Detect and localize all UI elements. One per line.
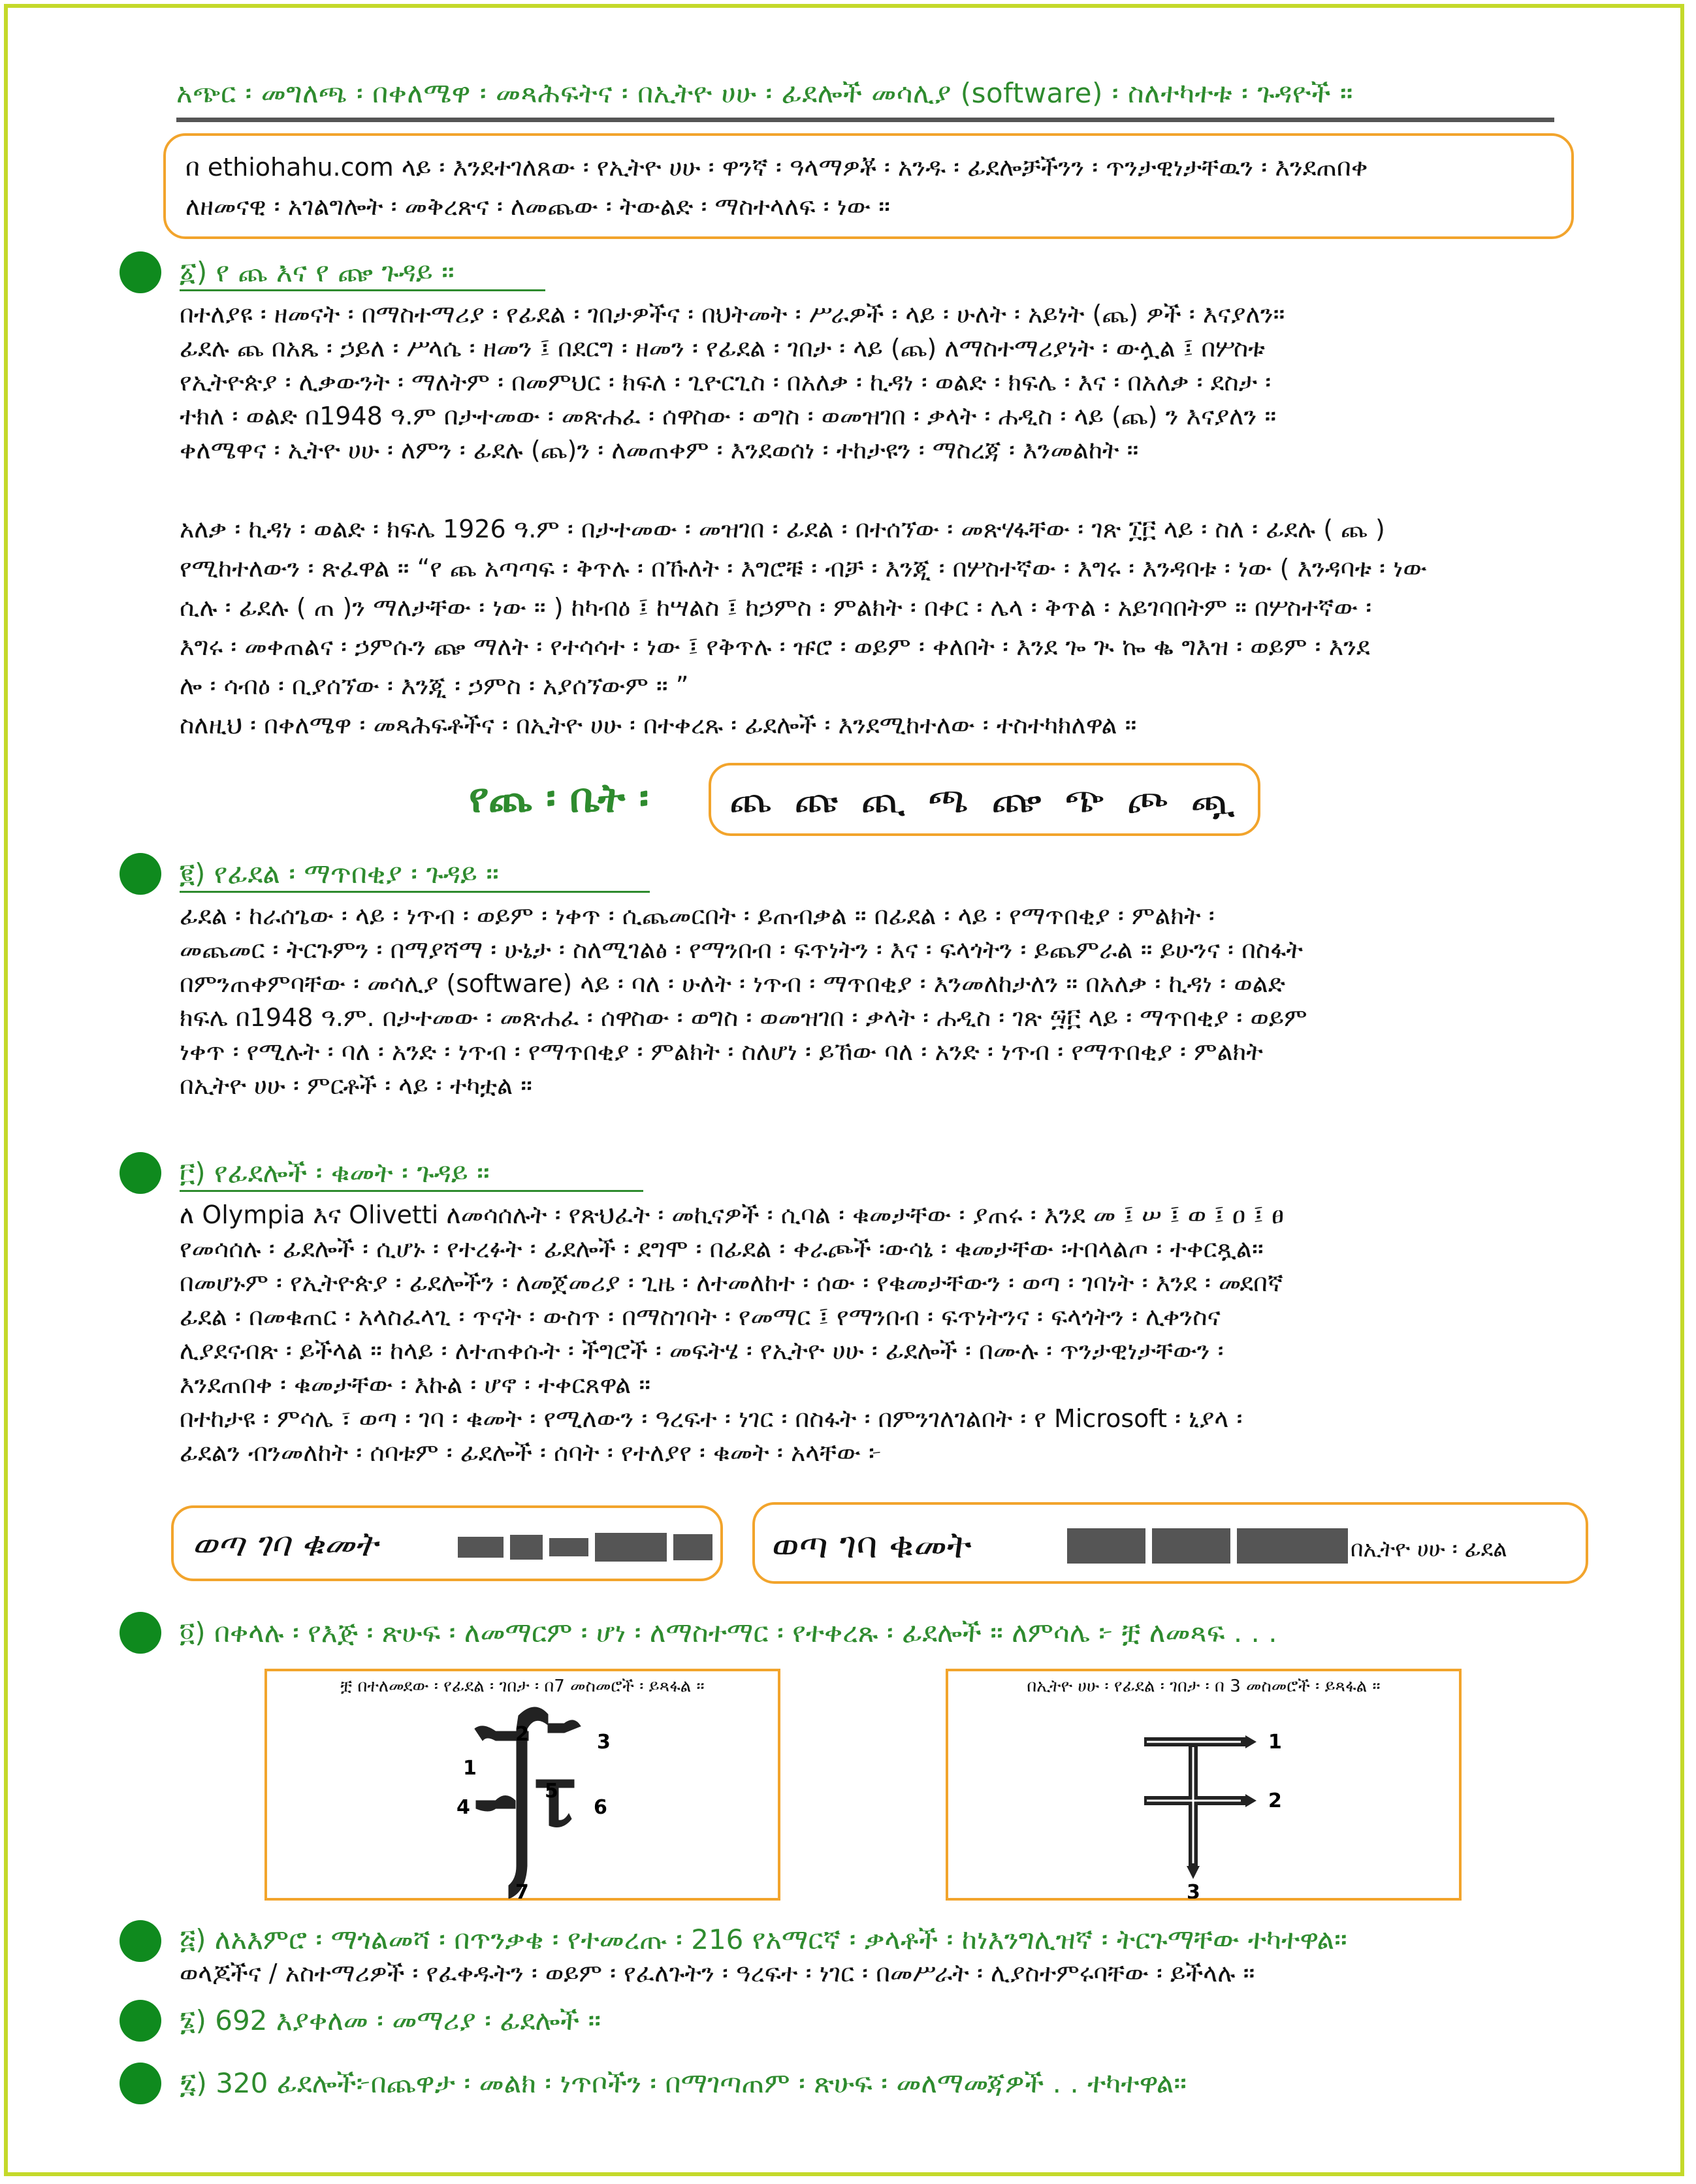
section-5-bullet xyxy=(120,1920,161,1962)
intro-line-2: ለዘመናዊ ፡ አገልግሎት ፡ መቅረጽና ፡ ለመጨው ፡ ትውልድ ፡ ማስተላለፍ ፡ ነው ። xyxy=(185,192,891,221)
text-line: በኢትዮ ሀሁ ፡ ምርቶች ፡ ላይ ፡ ተካቷል ። xyxy=(180,1071,533,1100)
ethiohahu-height-sample xyxy=(752,1502,1588,1584)
diagram-caption: በኢትዮ ሀሁ ፡ የፊደል ፡ ገበታ ፡ በ 3 መስመሮች ፡ ይጻፋል ። xyxy=(1027,1677,1381,1696)
height-bar xyxy=(1152,1528,1230,1564)
text-line: በመሆኑም ፡ የኢትዮጵያ ፡ ፊደሎችን ፡ ለመጀመሪያ ፡ ጊዜ ፡ ለተመለከተ ፡ ሰው ፡ የቁመታቸውን ፡ ወጣ ፡ ገባነት ፡ እንደ ፡ መደበኛ xyxy=(180,1268,1284,1297)
section-1-heading: ፩) የ ጨ እና የ ጬ ጉዳይ ። xyxy=(180,256,455,288)
text-line: የሚከተለውን ፡ ጽፈዋል ። “የ ጨ አጣጣፍ ፡ ቅጥሉ ፡ በኹለት ፡ እግሮቹ ፡ ብቻ ፡ እንጂ ፡ በሦስተኛው ፡ እግሩ ፡ እንዳባቱ ፡ ነው ( እንዳባቱ ፡ ነው xyxy=(180,554,1427,583)
stroke-number: 1 xyxy=(463,1757,477,1780)
text-line: ፊደሉ ጨ በአጼ ፡ ኃይለ ፡ ሥላሴ ፡ ዘመን ፤ በደርግ ፡ ዘመን ፡ የፊደል ፡ ገበታ ፡ ላይ (ጨ) ለማስተማሪያነት ፡ ውሏል ፤ በሦስቱ xyxy=(180,334,1265,362)
traditional-stroke-figure xyxy=(267,1703,778,1899)
text-line: ፊደልን ብንመለከት ፡ ሰባቱም ፡ ፊደሎች ፡ ሰባት ፡ የተለያየ ፡ ቁመት ፡ አላቸው ፦ xyxy=(180,1438,882,1467)
height-bar xyxy=(549,1538,588,1556)
section-1-paragraph-1 xyxy=(180,297,1571,467)
section-5-heading: ፭) ለአእምሮ ፡ ማጎልመሻ ፡ በጥንቃቄ ፡ የተመረጡ ፡ 216 የአማርኛ ፡ ቃላቶች ፡ ከነእንግሊዝኛ ፡ ትርጉማቸው ተካተዋል። xyxy=(180,1923,1347,1955)
text-line: ሎ ፡ ሳብዕ ፡ ቢያሰኘው ፡ እንጂ ፡ ኃምስ ፡ አያሰኘውም ። ” xyxy=(180,671,689,700)
stroke-number: 2 xyxy=(515,1723,529,1746)
height-bar xyxy=(1067,1528,1145,1564)
stroke-number: 6 xyxy=(594,1796,607,1819)
stroke-3 xyxy=(548,1720,581,1733)
section-5-line-2: ወላጆችና / አስተማሪዎች ፡ የፈቀዱትን ፡ ወይም ፡ የፈለጉትን ፡ ዓረፍተ ፡ ነገር ፡ በመሥራት ፡ ሊያስተምሩባቸው ፡ ይችላሉ ። xyxy=(180,1959,1255,1987)
bet-label: የጨ ፡ ቤት ፡ xyxy=(469,774,649,822)
text-line: ፊደል ፡ በመቁጠር ፡ አላስፈላጊ ፡ ጥናት ፡ ውስጥ ፡ በማስገባት ፡ የመማር ፤ የማንበብ ፡ ፍጥነትንና ፡ ፍላጎትን ፡ ሊቀንስና xyxy=(180,1302,1221,1331)
intro-box xyxy=(163,133,1574,239)
text-line: ተክለ ፡ ወልድ በ1948 ዓ.ም በታተመው ፡ መጽሐፈ ፡ ሰዋስው ፡ ወግስ ፡ ወመዝገበ ፡ ቃላት ፡ ሐዲስ ፡ ላይ (ጨ) ን እናያለን ። xyxy=(180,402,1277,430)
text-line: እግሩ ፡ መቀጠልና ፡ ኃምሱን ጬ ማለት ፡ የተሳሳተ ፡ ነው ፤ የቅጥሉ ፡ ዡሮ ፡ ወይም ፡ ቀለበት ፡ እንደ ጐ ጒ ኰ ቈ ግእዝ ፡ ወይም ፡ እንደ xyxy=(180,632,1370,661)
height-bar xyxy=(510,1535,543,1560)
page-title: አጭር ፡ መግለጫ ፡ በቀለሜዋ ፡ መጻሕፍትና ፡ በኢትዮ ሀሁ ፡ ፊደሎች መሳሊያ (software) ፡ ስለተካተቱ ፡ ጉዳዮች ። xyxy=(176,77,1353,109)
ethiohahu-sample-caption: በኢትዮ ሀሁ ፡ ፊደል xyxy=(1351,1536,1507,1562)
nyala-height-bars xyxy=(458,1533,719,1562)
text-line: ሲሉ ፡ ፊደሉ ( ጠ )ን ማለታቸው ፡ ነው ። ) ከካብዕ ፤ ከሣልስ ፤ ከኃምስ ፡ ምልክት ፡ በቀር ፡ ሌላ ፡ ቅጥል ፡ አይገባበትም ። በሦስተኛው ፡ xyxy=(180,593,1372,622)
section-4-bullet xyxy=(120,1612,161,1654)
section-6-bullet xyxy=(120,2000,161,2042)
section-1-paragraph-2 xyxy=(180,509,1571,745)
section-1-bullet xyxy=(120,251,161,293)
height-bar xyxy=(458,1537,504,1558)
text-line: ቀለሜዋና ፡ ኢትዮ ሀሁ ፡ ለምን ፡ ፊደሉ (ጨ)ን ፡ ለመጠቀም ፡ እንደወሰነ ፡ ተከታዩን ፡ ማስረጃ ፡ እንመልከት ። xyxy=(180,436,1139,464)
section-6-heading: ፮) 692 እያቀለመ ፡ መማሪያ ፡ ፊደሎች ። xyxy=(180,2004,601,2036)
text-line: በተለያዩ ፡ ዘመናት ፡ በማስተማሪያ ፡ የፊደል ፡ ገበታዎችና ፡ በህትመት ፡ ሥራዎች ፡ ላይ ፡ ሁለት ፡ አይነት (ጨ) ዎች ፡ እናያለን። xyxy=(180,300,1285,329)
text-line: እንደጠበቀ ፡ ቁመታቸው ፡ እኩል ፡ ሆኖ ፡ ተቀርጸዋል ። xyxy=(180,1370,651,1399)
text-line: ሊያደናብጽ ፡ ይችላል ። ከላይ ፡ ለተጠቀሱት ፡ ችግሮች ፡ መፍትሄ ፡ የኢትዮ ሀሁ ፡ ፊደሎች ፡ በሙሉ ፡ ጥንታዊነታቸውን ፡ xyxy=(180,1336,1224,1365)
arrow-head xyxy=(1187,1866,1200,1879)
traditional-stroke-diagram xyxy=(264,1669,780,1901)
height-bar xyxy=(595,1533,667,1562)
nyala-sample-text: ወጣ ገባ ቁመት xyxy=(192,1525,377,1564)
text-line: ነቀጥ ፡ የሚሉት ፡ ባለ ፡ አንድ ፡ ነጥብ ፡ የማጥበቂያ ፡ ምልክት ፡ ስለሆነ ፡ ይኸው ባለ ፡ አንድ ፡ ነጥብ ፡ የማጥበቂያ ፡ ምልክት xyxy=(180,1037,1263,1066)
height-bar xyxy=(673,1534,712,1560)
text-line: ስለዚህ ፡ በቀለሜዋ ፡ መጻሕፍቶችና ፡ በኢትዮ ሀሁ ፡ በተቀረጹ ፡ ፊደሎች ፡ እንደሚከተለው ፡ ተስተካክለዋል ። xyxy=(180,711,1137,739)
arrow-head xyxy=(1245,1735,1256,1748)
stroke-number: 5 xyxy=(545,1780,558,1803)
section-4-heading: ፬) በቀላሉ ፡ የእጅ ፡ ጽሁፍ ፡ ለመማርም ፡ ሆነ ፡ ለማስተማር ፡ የተቀረጹ ፡ ፊደሎች ። ለምሳሌ ፦ ቿ ለመጻፍ . . . xyxy=(180,1616,1277,1648)
text-line: በምንጠቀምባቸው ፡ መሳሊያ (software) ላይ ፡ ባለ ፡ ሁለት ፡ ነጥብ ፡ ማጥበቂያ ፡ እንመለከታለን ። በአለቃ ፡ ኪዳነ ፡ ወልድ xyxy=(180,969,1285,998)
section-7-bullet xyxy=(120,2063,161,2104)
ethiohahu-stroke-figure xyxy=(948,1703,1459,1899)
stroke-number: 7 xyxy=(515,1881,529,1899)
diagram-caption: ቿ በተለመደው ፡ የፊደል ፡ ገበታ ፡ በ7 መስመሮች ፡ ይጻፋል ። xyxy=(340,1677,705,1696)
ethiohahu-stroke-diagram xyxy=(946,1669,1462,1901)
section-3-heading-underline xyxy=(180,1190,643,1192)
bet-letters-box: ጨ ጩ ጪ ጫ ጬ ጭ ጮ ጯ xyxy=(709,763,1260,836)
nyala-height-sample xyxy=(171,1505,723,1581)
stroke-number: 3 xyxy=(597,1731,611,1754)
ethiohahu-height-bars xyxy=(1067,1528,1360,1564)
section-3-paragraph xyxy=(180,1198,1571,1469)
text-line: መጨመር ፡ ትርጉምን ፡ በማያሻማ ፡ ሁኔታ ፡ ስለሚገልፅ ፡ የማንበብ ፡ ፍጥነትን ፡ እና ፡ ፍላጎትን ፡ ይጨምራል ። ይሁንና ፡ በስፋት xyxy=(180,935,1304,964)
section-3-heading: ፫) የፊደሎች ፡ ቁመት ፡ ጉዳይ ። xyxy=(180,1157,490,1189)
text-line: የኢትዮጵያ ፡ ሊቃውንት ፡ ማለትም ፡ በመምህር ፡ ክፍለ ፡ ጊዮርጊስ ፡ በአለቃ ፡ ኪዳነ ፡ ወልድ ፡ ክፍሌ ፡ እና ፡ በአለቃ ፡ ደስታ ፡ xyxy=(180,368,1272,396)
section-2-heading-underline xyxy=(180,891,650,893)
text-line: ፊደል ፡ ከራሰጌው ፡ ላይ ፡ ነጥብ ፡ ወይም ፡ ነቀጥ ፡ ሲጨመርበት ፡ ይጠብቃል ። በፊደል ፡ ላይ ፡ የማጥበቂያ ፡ ምልክት ፡ xyxy=(180,901,1215,930)
section-2-heading: ፪) የፊደል ፡ ማጥበቂያ ፡ ጉዳይ ። xyxy=(180,858,499,890)
section-3-bullet xyxy=(120,1152,161,1194)
section-7-heading: ፯) 320 ፊደሎች፦በጨዋታ ፡ መልክ ፡ ነጥቦችን ፡ በማገጣጠም ፡ ጽሁፍ ፡ መለማመጃዎች . . ተካተዋል። xyxy=(180,2067,1187,2099)
stroke-4 xyxy=(476,1796,515,1812)
text-line: አለቃ ፡ ኪዳነ ፡ ወልድ ፡ ክፍሌ 1926 ዓ.ም ፡ በታተመው ፡ መዝገበ ፡ ፊደል ፡ በተሰኘው ፡ መጽሃፋቸው ፡ ገጽ ፲፫ ላይ ፡ ስለ ፡ ፊደሉ ( ጨ ) xyxy=(180,515,1385,543)
text-line: በተከታዩ ፡ ምሳሌ ፣ ወጣ ፡ ገባ ፡ ቁመት ፡ የሚለውን ፡ ዓረፍተ ፡ ነገር ፡ በስፋት ፡ በምንገለገልበት ፡ የ Microsoft ፡ ኒያላ ፡ xyxy=(180,1404,1243,1433)
stroke-number: 1 xyxy=(1268,1731,1282,1754)
section-2-bullet xyxy=(120,853,161,895)
stroke-number: 4 xyxy=(456,1796,470,1819)
text-line: ለ Olympia እና Olivetti ለመሳሰሉት ፡ የጽህፈት ፡ መኪናዎች ፡ ሲባል ፡ ቁመታቸው ፡ ያጠሩ ፡ እንደ መ ፤ ሠ ፤ ወ ፤ ዐ ፤ ፀ xyxy=(180,1200,1284,1229)
ethiohahu-sample-text: ወጣ ገባ ቁመት xyxy=(772,1524,972,1567)
stroke-number: 2 xyxy=(1268,1790,1282,1812)
height-bar xyxy=(1237,1528,1348,1564)
intro-line-1: በ ethiohahu.com ላይ ፡ እንደተገለጸው ፡ የኢትዮ ሀሁ ፡ ዋንኛ ፡ ዓላማዎቾ ፡ አንዱ ፡ ፊደሎቻችንን ፡ ጥንታዊነታቸዉን ፡ እንደጠበቀ xyxy=(185,153,1368,182)
title-underline xyxy=(176,118,1554,122)
stroke-number: 3 xyxy=(1187,1881,1200,1899)
section-2-paragraph xyxy=(180,899,1571,1102)
text-line: የመሳሰሉ ፡ ፊደሎች ፡ ሲሆኑ ፡ የተረፉት ፡ ፊደሎች ፡ ደግሞ ፡ በፊደል ፡ ቀራጮች ፡ውሳኔ ፡ ቁመታቸው ፡ተበላልጦ ፡ ተቀርጿል። xyxy=(180,1234,1264,1263)
section-1-heading-underline xyxy=(180,289,545,291)
text-line: ክፍሌ በ1948 ዓ.ም. በታተመው ፡ መጽሐፈ ፡ ሰዋስው ፡ ወግስ ፡ ወመዝገበ ፡ ቃላት ፡ ሐዲስ ፡ ገጽ ፵፫ ላይ ፡ ማጥበቂያ ፡ ወይም xyxy=(180,1003,1307,1032)
arrow-head xyxy=(1245,1794,1256,1807)
